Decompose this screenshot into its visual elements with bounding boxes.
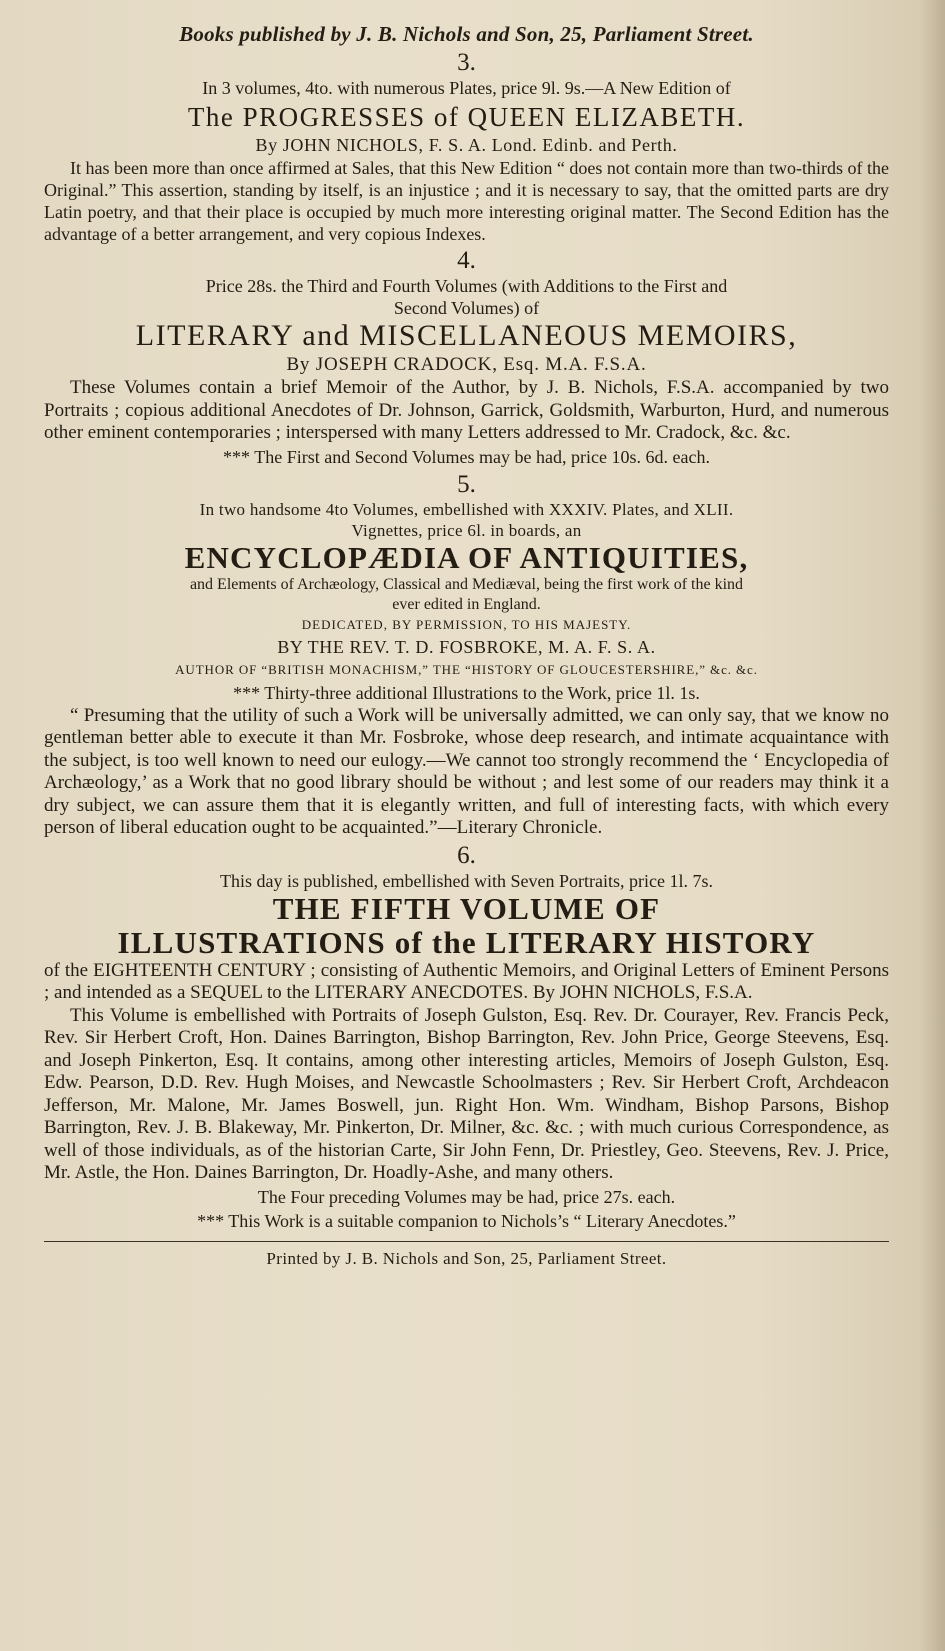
section-6-note-2: *** This Work is a suitable companion to Nichols’s “ Literary Anecdotes.” bbox=[197, 1210, 736, 1231]
section-number-5: 5. bbox=[457, 470, 476, 498]
section-4-body: These Volumes contain a brief Memoir of the Author, by J. B. Nichols, F.S.A. accompanied by two Portraits ; copious additional Anecdotes of Dr. Johnson, Garrick, Goldsmith, Warburton, Hurd, and numerous other eminent contemporaries ; interspersed with many Letters addressed to Mr. Cradock, &c. &c. bbox=[44, 377, 889, 443]
section-6-title-line-2: ILLUSTRATIONS of the LITERARY HISTORY bbox=[117, 924, 816, 960]
section-5-author-of: AUTHOR OF “BRITISH MONACHISM,” THE “HISTORY OF GLOUCESTERSHIRE,” &c. &c. bbox=[175, 661, 758, 677]
section-number-4: 4. bbox=[457, 247, 476, 274]
page-header: Books published by J. B. Nichols and Son, 25, Parliament Street. bbox=[179, 22, 754, 46]
section-5-byline: BY THE REV. T. D. FOSBROKE, M. A. F. S. A. bbox=[277, 636, 656, 657]
section-number-3: 3. bbox=[457, 49, 476, 76]
section-5-subtitle-line-1: and Elements of Archæology, Classical and Mediæval, being the first work of the kind bbox=[189, 575, 744, 593]
section-3-body: It has been more than once affirmed at Sales, that this New Edition “ does not contain more than two-thirds of the Original.” This assertion, standing by itself, is an injustice ; and it is necessary to say, that the omitted parts are dry Latin poetry, and that their place is occupied by much more interesting original matter. The Second Edition has the advantage of a better arrangement, and very copious Indexes. bbox=[44, 158, 889, 244]
section-5-review-quote: “ Presuming that the utility of such a Work will be universally admitted, we can only say, that we know no gentleman better able to execute it than Mr. Fosbroke, whose deep research, and intimate acquaintance with the subject, is too well known to need our eulogy.—We cannot too strongly recommend the ‘ Encyclopedia of Archæology,’ as a Work that no good library should be without ; and lest some of our readers may think it a dry subject, we can assure them that it is elegantly written, and full of interesting facts, with which every person of liberal education ought to be acquainted.”—Literary Chronicle. bbox=[44, 704, 889, 838]
section-5-subtitle-line-2: ever edited in England. bbox=[392, 595, 541, 613]
footer-rule bbox=[44, 1241, 889, 1242]
section-6-subtitle: of the EIGHTEENTH CENTURY ; consisting of Authentic Memoirs, and Original Letters of Eminent Persons ; and intended as a SEQUEL to the LITERARY ANECDOTES. By JOHN NICHOLS, F.S.A. bbox=[44, 959, 889, 1003]
section-5-dedication: DEDICATED, BY PERMISSION, TO HIS MAJESTY. bbox=[301, 616, 632, 632]
section-4-intro-line-2: Second Volumes) of bbox=[393, 298, 540, 318]
section-5-note: *** Thirty-three additional Illustrations to the Work, price 1l. 1s. bbox=[233, 682, 700, 703]
section-6-intro: This day is published, embellished with Seven Portraits, price 1l. 7s. bbox=[220, 870, 713, 891]
section-number-6: 6. bbox=[457, 841, 476, 869]
section-5-title: ENCYCLOPÆDIA OF ANTIQUITIES, bbox=[184, 539, 749, 575]
section-6-title-line-1: THE FIFTH VOLUME OF bbox=[272, 890, 661, 926]
section-6-note-1: The Four preceding Volumes may be had, price 27s. each. bbox=[257, 1186, 676, 1207]
section-4-byline: By JOSEPH CRADOCK, Esq. M.A. F.S.A. bbox=[286, 354, 647, 375]
section-4-intro-line-1: Price 28s. the Third and Fourth Volumes (with Additions to the First and bbox=[205, 276, 728, 296]
section-5-intro-line-2: Vignettes, price 6l. in boards, an bbox=[351, 520, 582, 540]
section-4-title: LITERARY and MISCELLANEOUS MEMOIRS, bbox=[135, 319, 798, 352]
section-6-body: This Volume is embellished with Portraits of Joseph Gulston, Esq. Rev. Dr. Courayer, Rev. Francis Peck, Rev. Sir Herbert Croft, Hon. Daines Barrington, Bishop Barrington, Rev. John Price, George Steevens, Esq. and Joseph Pinkerton, Esq. It contains, among other interesting articles, Memoirs of Joseph Gulston, Esq. Edw. Pearson, D.D. Rev. Hugh Moises, and Newcastle Schoolmasters ; Rev. Sir Herbert Croft, Archdeacon Jefferson, Mr. Malone, Mr. James Boswell, jun. Right Hon. Wm. Windham, Bishop Parsons, Bishop Barrington, Rev. J. B. Blakeway, Mr. Pinkerton, Dr. Milner, &c. &c. ; with much curious Correspondence, as well of those individuals, as of the historian Carte, Sir John Fenn, Dr. Priestley, Geo. Steevens, Rev. J. Price, Mr. Astle, the Hon. Daines Barrington, Dr. Hoadly-Ashe, and many others. bbox=[44, 1004, 889, 1183]
page-edge-shadow bbox=[919, 0, 945, 1651]
section-4-note: *** The First and Second Volumes may be had, price 10s. 6d. each. bbox=[223, 446, 710, 467]
section-5-intro-line-1: In two handsome 4to Volumes, embellished with XXXIV. Plates, and XLII. bbox=[199, 499, 734, 519]
section-3-title: The PROGRESSES of QUEEN ELIZABETH. bbox=[187, 102, 746, 132]
printer-imprint: Printed by J. B. Nichols and Son, 25, Parliament Street. bbox=[266, 1248, 667, 1268]
section-3-intro: In 3 volumes, 4to. with numerous Plates, price 9l. 9s.—A New Edition of bbox=[202, 78, 731, 98]
section-3-byline: By JOHN NICHOLS, F. S. A. Lond. Edinb. and Perth. bbox=[255, 135, 678, 155]
